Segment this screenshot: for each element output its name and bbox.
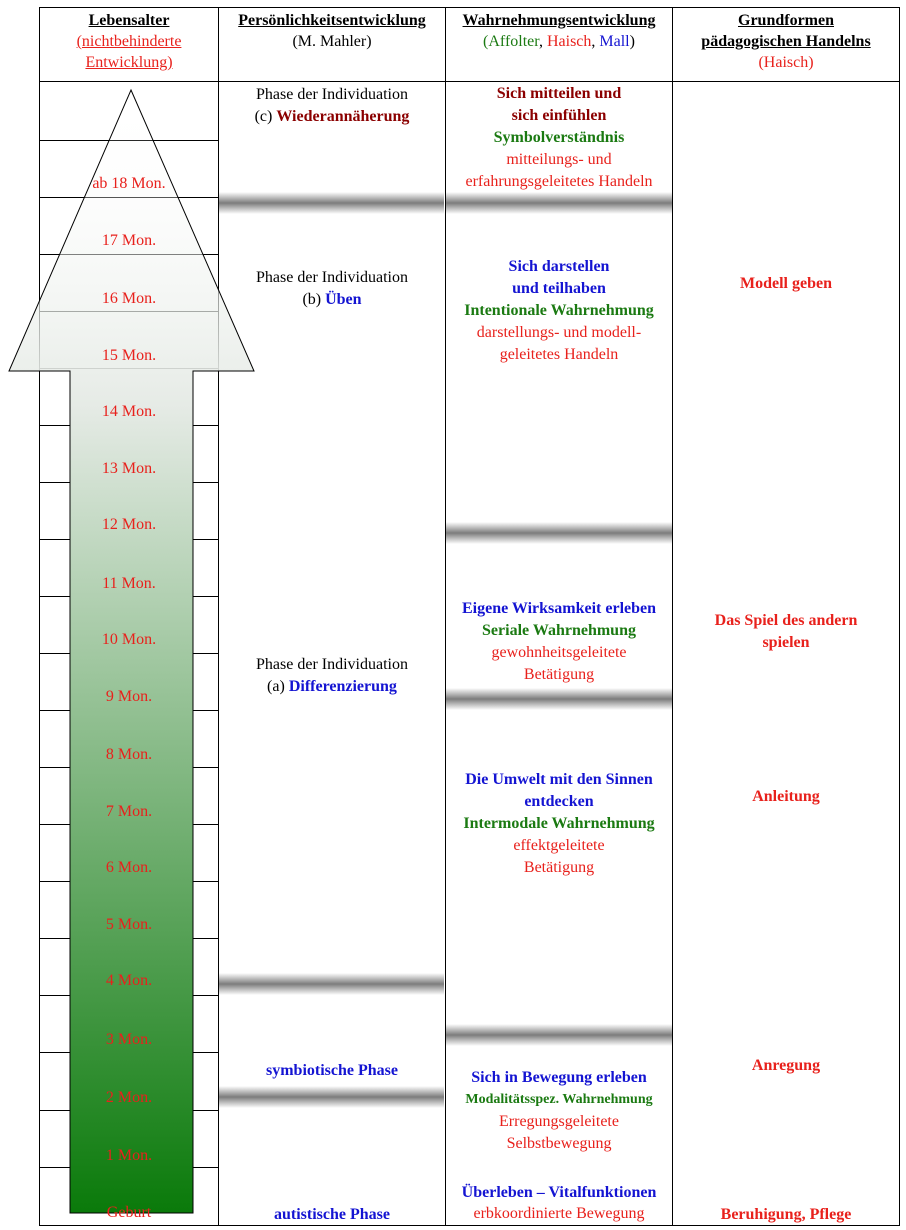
age-label: 1 Mon.: [105, 1147, 153, 1164]
header-personality-title: Persönlichkeitsentwicklung: [238, 12, 426, 29]
separator-band: [219, 1086, 444, 1108]
separator-band: [446, 522, 672, 544]
header-age-sub1: (nichtbehinderte: [76, 33, 182, 50]
age-label: 3 Mon.: [105, 1031, 153, 1048]
separator-band: [446, 1024, 672, 1046]
action-stimulation: Anregung: [751, 1057, 821, 1074]
perception-block-2: Sich darstellen und teilhaben Intentionale Wahrnehmung darstellungs- und modell- geleitetes Handeln: [464, 258, 654, 363]
autistic-phase: autistische Phase: [274, 1206, 390, 1223]
phase-b: Phase der Individuation (b) Üben: [256, 269, 408, 308]
age-label: Geburt: [106, 1204, 152, 1221]
separator-band: [219, 192, 444, 214]
separator-band: [446, 688, 672, 710]
age-label: 4 Mon.: [105, 972, 153, 989]
action-care: Beruhigung, Pflege: [720, 1206, 852, 1223]
header-personality-sub: (M. Mahler): [292, 33, 372, 50]
phase-a: Phase der Individuation (a) Differenzierung: [256, 656, 408, 695]
age-label: 12 Mon.: [101, 516, 157, 533]
phase-b-name: Üben: [325, 291, 362, 308]
haisch-label: Haisch: [546, 33, 592, 50]
age-label: 2 Mon.: [105, 1089, 153, 1106]
perception-block-4: Die Umwelt mit den Sinnen entdecken Intermodale Wahrnehmung effektgeleitete Betätigung: [463, 771, 655, 876]
age-label: 13 Mon.: [101, 460, 157, 477]
header-action-sub: (Haisch): [758, 54, 814, 71]
symbiotic-phase: symbiotische Phase: [266, 1062, 398, 1079]
age-label: ab 18 Mon.: [92, 175, 166, 192]
perception-block-3: Eigene Wirksamkeit erleben Seriale Wahrnehmung gewohnheitsgeleitete Betätigung: [461, 600, 657, 683]
affolter-label: Affolter: [488, 33, 539, 50]
header-action-title1: Grundformen: [738, 12, 834, 29]
age-label: 11 Mon.: [102, 575, 156, 592]
header-perception-sub: (Affolter, Haisch, Mall): [483, 33, 635, 50]
perception-block-5: Sich in Bewegung erleben Modalitätsspez. Wahrnehmung Erregungsgeleitete Selbstbewegung: [465, 1069, 653, 1152]
header-age-sub2: Entwicklung): [85, 54, 173, 71]
mall-label: Mall: [599, 33, 630, 50]
phase-c: Phase der Individuation (c) Wiederannäherung: [254, 86, 410, 125]
separator-band: [446, 192, 672, 214]
age-label: 10 Mon.: [101, 631, 157, 648]
age-label: 5 Mon.: [105, 916, 153, 933]
header-age-title: Lebensalter: [88, 12, 170, 29]
age-label: 16 Mon.: [101, 290, 157, 307]
action-play: Das Spiel des andern spielen: [714, 612, 858, 651]
header-action-title2: pädagogischen Handelns: [701, 33, 871, 50]
age-label: 17 Mon.: [101, 232, 157, 249]
action-guidance: Anleitung: [752, 788, 820, 805]
age-label: 8 Mon.: [105, 746, 153, 763]
perception-block-6: Überleben – Vitalfunktionen erbkoordinierte Bewegung: [461, 1184, 657, 1222]
action-model: Modell geben: [740, 275, 832, 292]
phase-a-name: Differenzierung: [288, 678, 397, 695]
age-label: 15 Mon.: [101, 347, 157, 364]
perception-block-1: Sich mitteilen und sich einfühlen Symbolverständnis mitteilungs- und erfahrungsgeleitetes Handeln: [465, 85, 653, 190]
age-label: 9 Mon.: [105, 688, 153, 705]
age-label: 6 Mon.: [105, 859, 153, 876]
header-perception-title: Wahrnehmungsentwicklung: [462, 12, 656, 29]
separator-band: [219, 973, 444, 995]
phase-c-name: Wiederannäherung: [276, 108, 410, 125]
age-label: 7 Mon.: [105, 803, 153, 820]
age-label: 14 Mon.: [101, 403, 157, 420]
